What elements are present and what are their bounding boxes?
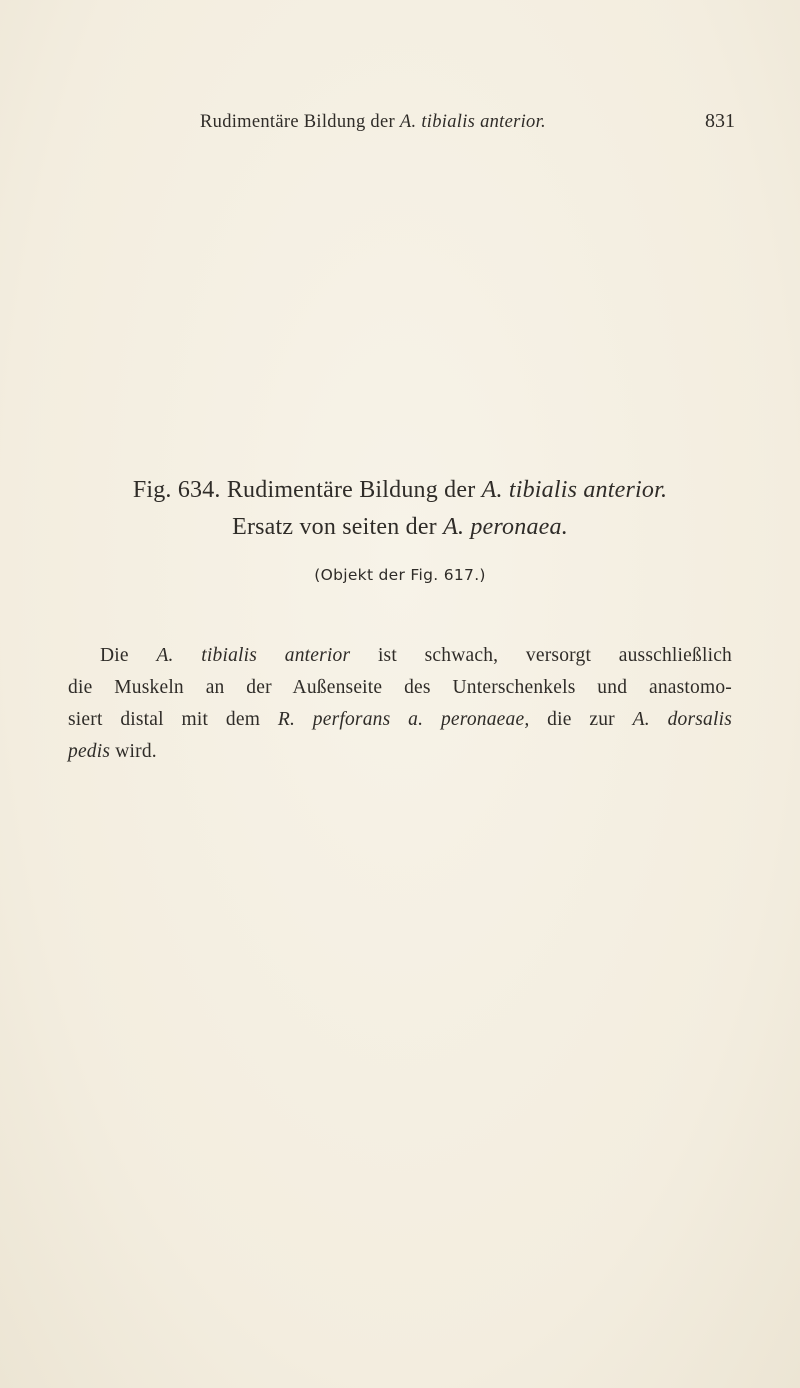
paragraph-line-2 [68,672,732,704]
caption-note: (Objekt der Fig. 617.) [314,566,486,584]
text-run: ist schwach, versorgt ausschließlich [377,645,732,666]
caption-line-2 [68,509,732,546]
text-run: siert distal mit dem [68,709,261,730]
caption-line-2-italic: A. peronaea. [443,514,568,540]
paragraph-line-1 [68,640,732,672]
text-run: die Muskeln an der Außenseite des Unterschenkels und anastomo- [68,677,732,698]
text-run: die zur [547,709,615,730]
paragraph-line-3 [68,704,732,736]
figure-label: Fig. 634. [132,477,221,503]
italic-run: pedis [68,741,111,762]
italic-run: A. tibialis anterior [156,645,351,666]
running-head [200,112,735,142]
running-title [200,112,546,133]
caption-line-1-text: Rudimentäre Bildung der [226,477,476,503]
caption-line-2-text: Ersatz von seiten der [232,514,437,540]
paragraph-line-4 [68,736,732,768]
text-run: Die [100,645,129,666]
running-title-text: Rudimentäre Bildung der [200,112,395,132]
italic-run: R. perforans a. peronaeae, [277,709,530,730]
figure-caption [68,472,732,546]
text-run: wird. [115,741,157,762]
caption-line-1 [68,472,732,509]
page-number: 831 [705,110,735,132]
caption-line-1-italic: A. tibialis anterior. [481,477,668,503]
body-paragraph [68,640,732,768]
running-title-italic: A. tibialis anterior. [399,112,546,132]
italic-run: A. dorsalis [632,709,733,730]
